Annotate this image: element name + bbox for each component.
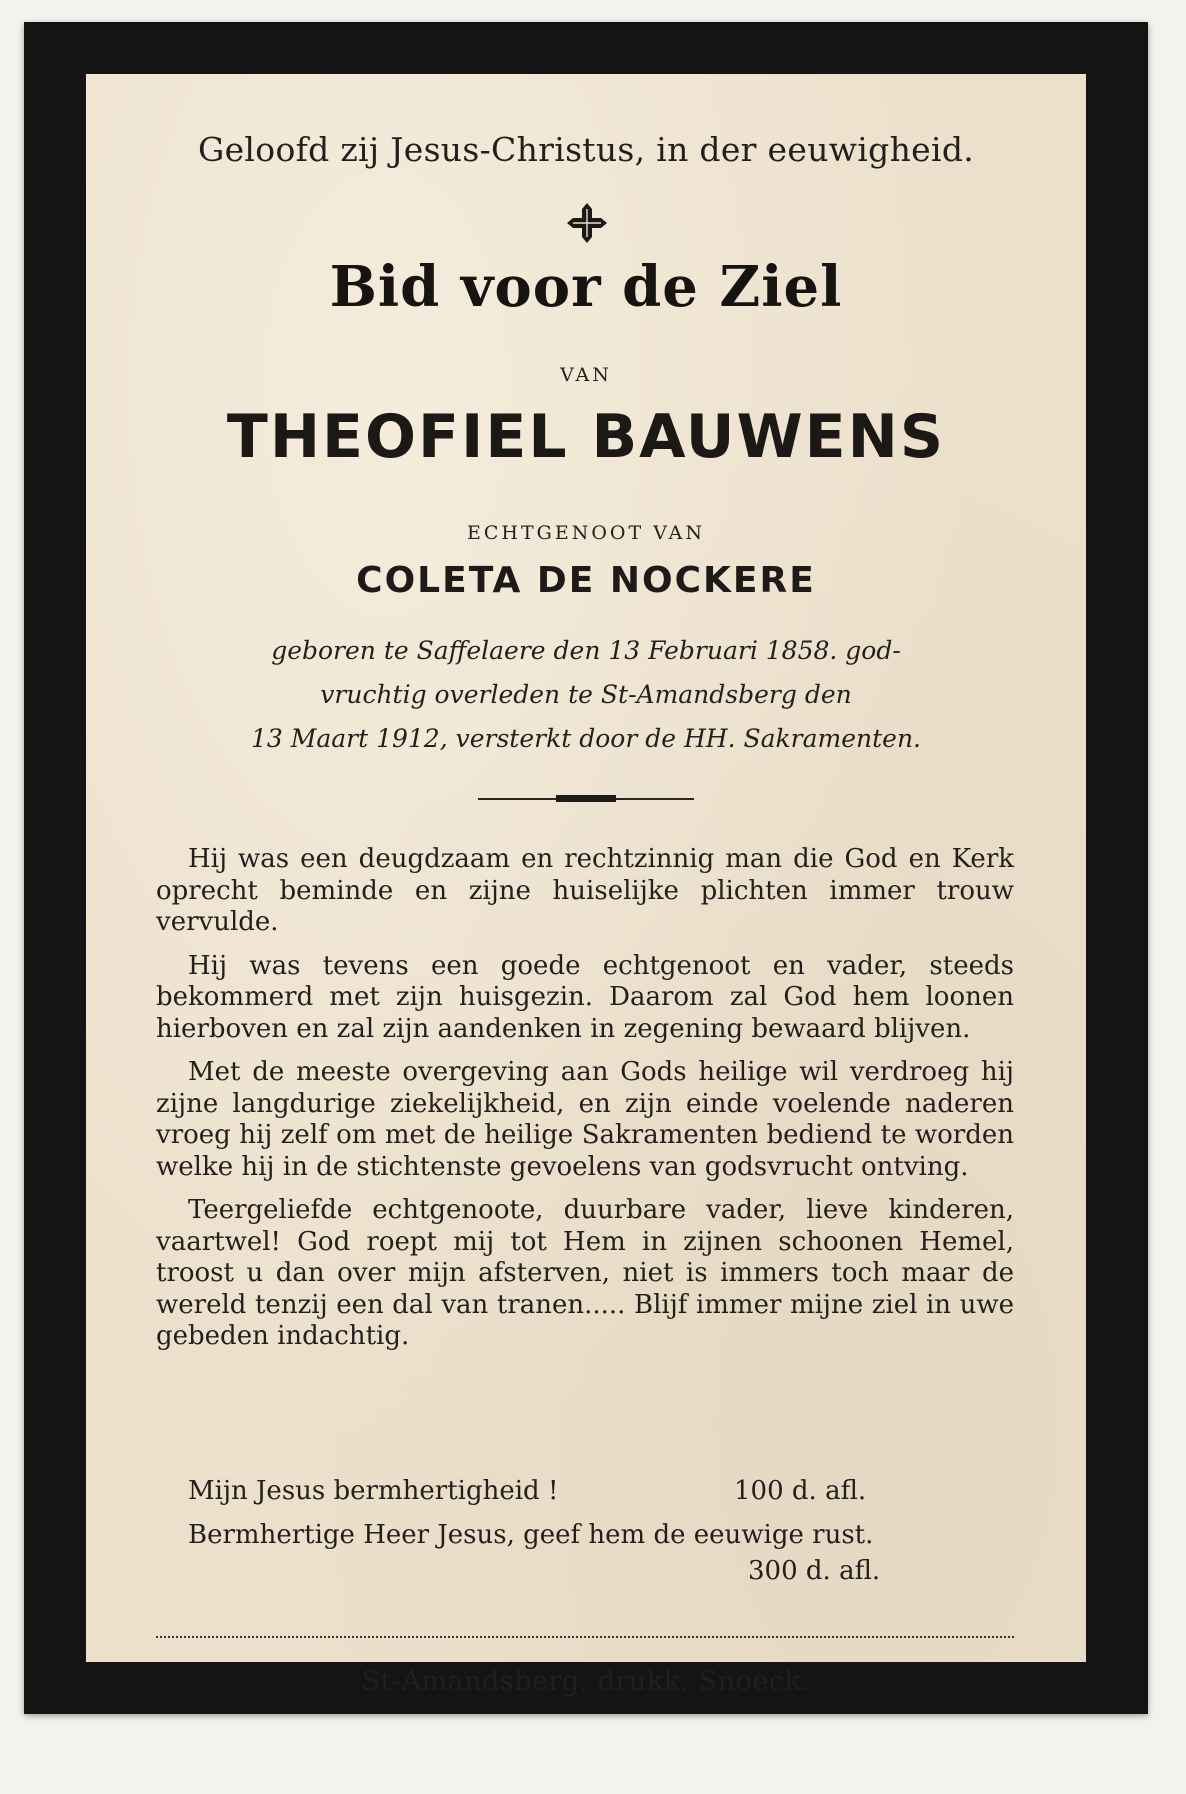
eulogy-text	[156, 844, 1014, 1365]
ornamental-rule-center	[556, 795, 616, 802]
dotted-separator	[156, 1636, 1014, 1638]
indulgence-value: 300 d. afl.	[748, 1556, 881, 1586]
memorial-card-border	[24, 22, 1148, 1714]
indulgence-prayer: Bermhertige Heer Jesus, geef hem de eeuwige rust.	[188, 1520, 874, 1550]
eulogy-paragraph: Met de meeste overgeving aan Gods heilige wil verdroeg hij zijne langdurige ziekelijkheid, en zijn einde voelende naderen vroeg hij zelf om met de heilige Sakramenten bediend te worden welke hij in de stichtenste gevoelens van godsvrucht ontving.	[156, 1057, 1014, 1182]
biography-block	[86, 629, 1086, 761]
spouse-name: COLETA DE NOCKERE	[356, 560, 816, 601]
printer-line: St-Amandsberg, drukk. Snoeck.	[361, 1666, 811, 1697]
memorial-card-paper	[86, 74, 1086, 1697]
biography-line: geboren te Saffelaere den 13 Februari 1858. god-	[271, 636, 901, 665]
eulogy-paragraph: Hij was tevens een goede echtgenoot en vader, steeds bekommerd met zijn huisgezin. Daarom zal God hem loonen hierboven en zal zijn aandenken in zegening bewaard blijven.	[156, 950, 1014, 1044]
eulogy-paragraph: Hij was een deugdzaam en rechtzinnig man die God en Kerk oprecht beminde en zijne huiselijke plichten immer trouw vervulde.	[156, 844, 1014, 937]
cross-icon	[564, 200, 610, 246]
indulgence-value: 100 d. afl.	[734, 1476, 867, 1506]
spouse-label: ECHTGENOOT VAN	[467, 522, 705, 544]
biography-line: vruchtig overleden te St-Amandsberg den	[320, 680, 852, 709]
van-label: VAN	[560, 364, 612, 386]
invocation-line: Geloofd zij Jesus-Christus, in der eeuwigheid.	[197, 130, 975, 169]
eulogy-paragraph: Teergeliefde echtgenoote, duurbare vader, lieve kinderen, vaartwel! God roept mij tot Hem in zijnen schoonen Hemel, troost u dan over mijn afsterven, niet is immers toch maar de wereld tenzij een dal van tranen..... Blijf immer mijne ziel in uwe gebeden indachtig.	[156, 1195, 1014, 1351]
deceased-name: THEOFIEL BAUWENS	[226, 402, 946, 472]
prayer-title: Bid voor de Ziel	[329, 254, 843, 320]
biography-line: 13 Maart 1912, versterkt door de HH. Sakramenten.	[250, 724, 922, 753]
indulgence-prayer: Mijn Jesus bermhertigheid !	[188, 1476, 559, 1506]
